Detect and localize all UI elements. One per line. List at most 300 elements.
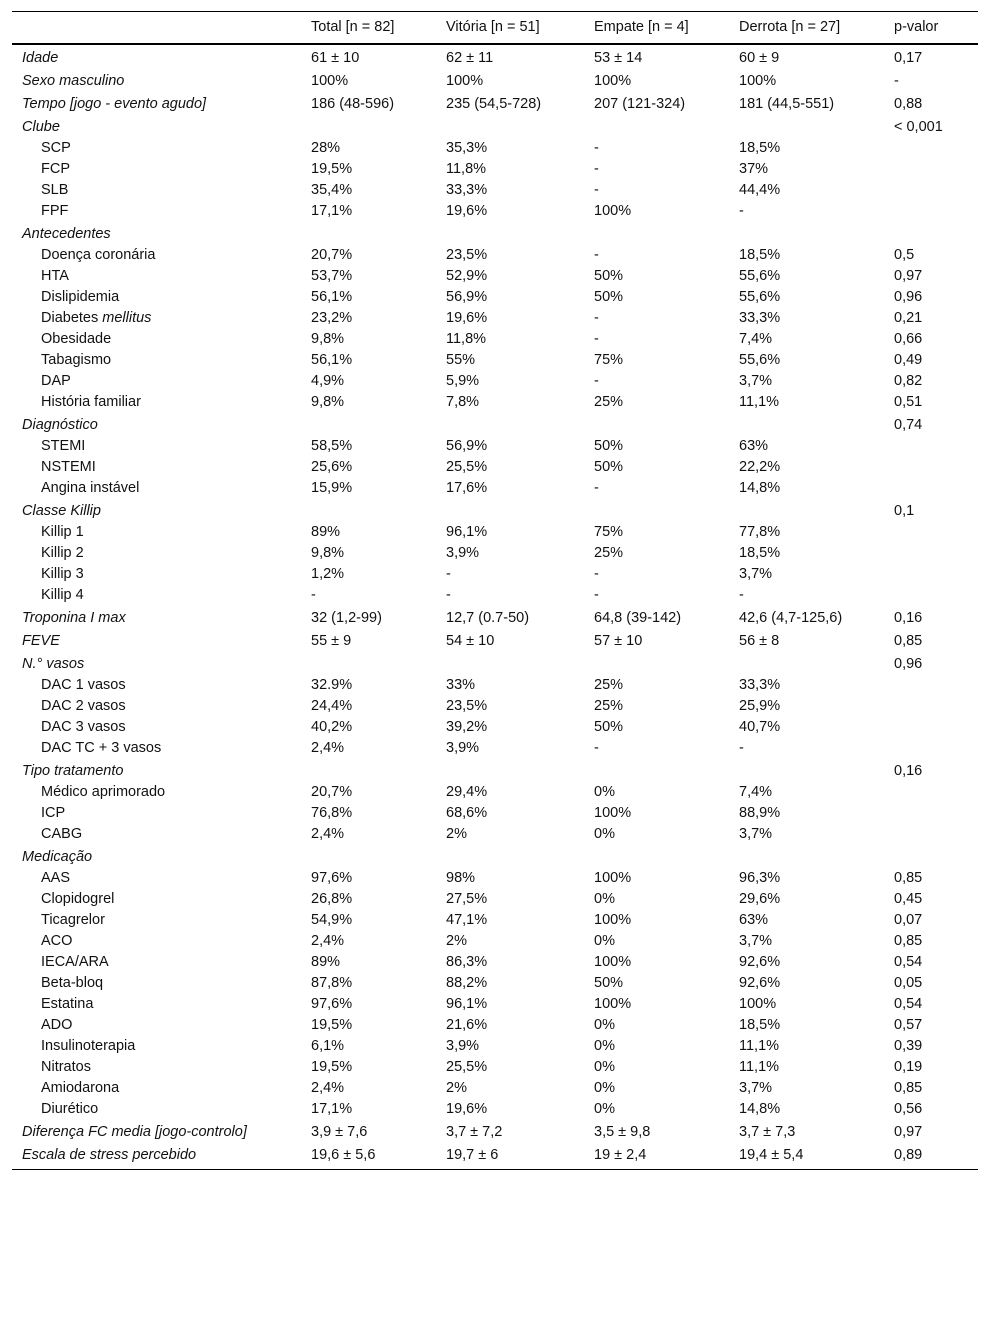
row-category-label: [12, 92, 301, 115]
row-category-label: [12, 1143, 301, 1170]
row-label-text: Clopidogrel: [41, 890, 115, 907]
cell-vitoria: 56,9%: [446, 437, 488, 454]
cell-total: 2,4%: [311, 739, 345, 756]
row-label-text: ACO: [41, 932, 73, 949]
table-row: [12, 92, 978, 115]
row-subcategory-label: [12, 889, 301, 910]
cell-total: 89%: [311, 523, 341, 540]
row-subcategory-label: [12, 952, 301, 973]
row-subcategory-label: [12, 994, 301, 1015]
cell-total: [301, 222, 436, 245]
cell-derrota: 96,3%: [739, 869, 781, 886]
cell-derrota: [729, 413, 884, 436]
cell-vitoria: 23,5%: [446, 697, 488, 714]
row-subcategory-label: [12, 478, 301, 499]
table-body: [12, 44, 978, 1170]
cell-empate: -: [594, 586, 599, 603]
cell-total: 9,8%: [311, 544, 345, 561]
cell-empate: -: [594, 309, 599, 326]
cell-empate: -: [594, 139, 599, 156]
cell-empate: -: [594, 372, 599, 389]
cell-derrota: 3,7%: [739, 932, 773, 949]
cell-empate: 100%: [594, 995, 632, 1012]
cell-derrota: 7,4%: [739, 330, 773, 347]
cell-empate: [584, 499, 729, 522]
cell-vitoria: 3,9%: [446, 1037, 480, 1054]
table-row: [12, 868, 978, 889]
table-row: [12, 1036, 978, 1057]
cell-empate: 0%: [594, 890, 615, 907]
row-subcategory-label: [12, 910, 301, 931]
cell-total: 9,8%: [311, 393, 345, 410]
cell-vitoria: 19,7 ± 6: [436, 1143, 584, 1170]
cell-p-valor: 0,56: [894, 1100, 923, 1117]
cell-derrota: 92,6%: [739, 953, 781, 970]
row-subcategory-label: [12, 782, 301, 803]
row-subcategory-label: [12, 201, 301, 222]
cell-total: 4,9%: [311, 372, 345, 389]
cell-derrota: 3,7%: [739, 1079, 773, 1096]
row-label-text: ICP: [41, 804, 66, 821]
row-label-text: Killip 4: [41, 586, 84, 603]
row-category-label: [12, 759, 301, 782]
row-label-text: DAC 3 vasos: [41, 718, 126, 735]
cell-vitoria: 98%: [446, 869, 476, 886]
header-variable: [12, 12, 301, 44]
table-row: [12, 222, 978, 245]
table-row: [12, 952, 978, 973]
cell-vitoria: [436, 652, 584, 675]
table-row: [12, 1078, 978, 1099]
table-row: [12, 201, 978, 222]
cell-empate: -: [594, 246, 599, 263]
cell-p-valor: [884, 478, 978, 499]
row-label-text: SCP: [41, 139, 71, 156]
table-row: [12, 543, 978, 564]
row-label-text: SLB: [41, 181, 69, 198]
cell-derrota: 88,9%: [739, 804, 781, 821]
row-label-text: Nitratos: [41, 1058, 91, 1075]
cell-derrota: 40,7%: [739, 718, 781, 735]
cell-p-valor: [884, 222, 978, 245]
cell-total: 2,4%: [311, 825, 345, 842]
cell-empate: -: [594, 160, 599, 177]
cell-empate: 57 ± 10: [594, 632, 643, 649]
cell-vitoria: 54 ± 10: [446, 632, 495, 649]
row-subcategory-label: [12, 266, 301, 287]
row-label-text: História familiar: [41, 393, 141, 410]
cell-total: 100%: [311, 72, 349, 89]
cell-p-valor: 0,85: [894, 632, 923, 649]
row-subcategory-label: [12, 931, 301, 952]
row-subcategory-label: [12, 245, 301, 266]
cell-p-valor: [884, 675, 978, 696]
row-subcategory-label: [12, 696, 301, 717]
table-row: [12, 1143, 978, 1170]
cell-total: 35,4%: [311, 181, 353, 198]
row-label-text: DAC 2 vasos: [41, 697, 126, 714]
table-row: [12, 392, 978, 413]
cell-empate: 3,5 ± 9,8: [594, 1123, 651, 1140]
cell-empate: [584, 115, 729, 138]
cell-derrota: 181 (44,5-551): [739, 95, 835, 112]
cell-vitoria: 68,6%: [446, 804, 488, 821]
cell-p-valor: 0,49: [894, 351, 923, 368]
cell-total: 32.9%: [311, 676, 353, 693]
row-label-text: STEMI: [41, 437, 86, 454]
cell-derrota: 29,6%: [739, 890, 781, 907]
cell-total: 28%: [311, 139, 341, 156]
table-row: [12, 845, 978, 868]
cell-vitoria: 47,1%: [446, 911, 488, 928]
cell-empate: 100%: [594, 72, 632, 89]
cell-p-valor: [884, 803, 978, 824]
header-p-valor: p-valor: [884, 12, 978, 44]
cell-vitoria: 52,9%: [446, 267, 488, 284]
cell-vitoria: 7,8%: [446, 393, 480, 410]
cell-total: [301, 413, 436, 436]
row-label-text: Killip 2: [41, 544, 84, 561]
table-row: [12, 973, 978, 994]
cell-derrota: 11,1%: [739, 1058, 780, 1075]
cell-total: 24,4%: [311, 697, 353, 714]
cell-vitoria: 5,9%: [446, 372, 480, 389]
cell-vitoria: 19,6%: [446, 309, 488, 326]
row-subcategory-label: [12, 1099, 301, 1120]
cell-p-valor: 0,54: [894, 953, 923, 970]
cell-total: 55 ± 9: [311, 632, 352, 649]
table-row: [12, 1120, 978, 1143]
cell-derrota: 18,5%: [739, 544, 781, 561]
cell-p-valor: [884, 159, 978, 180]
cell-p-valor: 0,07: [894, 911, 923, 928]
cell-total: 19,5%: [311, 1016, 353, 1033]
table-container: [12, 11, 978, 1170]
cell-total: 3,9 ± 7,6: [311, 1123, 368, 1140]
table-row: [12, 1015, 978, 1036]
cell-empate: [584, 652, 729, 675]
cell-vitoria: 100%: [446, 72, 484, 89]
cell-derrota: 60 ± 9: [739, 49, 780, 66]
row-subcategory-label: [12, 1015, 301, 1036]
table-row: [12, 266, 978, 287]
cell-p-valor: 0,96: [894, 655, 923, 672]
cell-derrota: 100%: [739, 995, 777, 1012]
cell-total: 89%: [311, 953, 341, 970]
cell-derrota: 3,7 ± 7,3: [739, 1123, 796, 1140]
cell-empate: 25%: [594, 697, 624, 714]
cell-total: [301, 652, 436, 675]
cell-empate: 19 ± 2,4: [584, 1143, 729, 1170]
cell-empate: 50%: [594, 974, 624, 991]
row-category-label: [12, 1120, 301, 1143]
row-category-label: [12, 652, 301, 675]
cell-total: 19,5%: [311, 1058, 353, 1075]
cell-empate: 0%: [594, 825, 615, 842]
cell-empate: 25%: [594, 676, 624, 693]
table-row: [12, 994, 978, 1015]
cell-p-valor: 0,97: [894, 267, 923, 284]
cell-vitoria: 11,8%: [446, 330, 487, 347]
results-table: [12, 11, 978, 1170]
row-label-text: ADO: [41, 1016, 73, 1033]
row-subcategory-label: [12, 717, 301, 738]
cell-vitoria: 21,6%: [446, 1016, 488, 1033]
cell-total: 186 (48-596): [311, 95, 395, 112]
table-row: [12, 652, 978, 675]
row-label-text: Diferença FC media [jogo-controlo]: [22, 1123, 247, 1140]
row-subcategory-label: [12, 973, 301, 994]
cell-empate: 0%: [594, 1079, 615, 1096]
cell-empate: 75%: [594, 523, 624, 540]
cell-total: 58,5%: [311, 437, 353, 454]
cell-p-valor: 0,21: [894, 309, 923, 326]
table-row: [12, 738, 978, 759]
cell-derrota: [729, 222, 884, 245]
cell-vitoria: [436, 413, 584, 436]
cell-derrota: 14,8%: [739, 1100, 781, 1117]
cell-p-valor: [884, 585, 978, 606]
row-subcategory-label: [12, 180, 301, 201]
cell-p-valor: 0,66: [894, 330, 923, 347]
cell-total: 15,9%: [311, 479, 353, 496]
cell-total: 56,1%: [311, 288, 353, 305]
cell-derrota: 18,5%: [739, 246, 781, 263]
row-subcategory-label: [12, 675, 301, 696]
table-row: [12, 696, 978, 717]
row-label-text: Escala de stress percebido: [22, 1146, 197, 1163]
cell-vitoria: 39,2%: [446, 718, 488, 735]
row-label-text: DAC TC + 3 vasos: [41, 739, 162, 756]
row-subcategory-label: [12, 287, 301, 308]
table-row: [12, 889, 978, 910]
row-label-text: Classe Killip: [22, 502, 101, 519]
cell-derrota: 100%: [739, 72, 777, 89]
cell-vitoria: 2%: [446, 825, 467, 842]
cell-vitoria: 29,4%: [446, 783, 488, 800]
row-label-text: IECA/ARA: [41, 953, 109, 970]
row-category-label: [12, 606, 301, 629]
table-row: [12, 457, 978, 478]
cell-vitoria: 35,3%: [446, 139, 488, 156]
row-label-text: Estatina: [41, 995, 94, 1012]
row-label-text: Idade: [22, 49, 59, 66]
cell-empate: 50%: [594, 718, 624, 735]
cell-total: 1,2%: [311, 565, 345, 582]
cell-total: 26,8%: [311, 890, 353, 907]
cell-vitoria: 19,6%: [446, 1100, 488, 1117]
cell-vitoria: 19,6%: [446, 202, 488, 219]
cell-p-valor: 0,45: [894, 890, 923, 907]
cell-empate: 64,8 (39-142): [594, 609, 682, 626]
cell-derrota: 11,1%: [739, 393, 780, 410]
cell-empate: 100%: [594, 911, 632, 928]
row-label-text: Amiodarona: [41, 1079, 120, 1096]
cell-p-valor: 0,97: [894, 1123, 923, 1140]
cell-derrota: 63%: [739, 437, 769, 454]
table-row: [12, 675, 978, 696]
cell-p-valor: [884, 564, 978, 585]
row-label-text: Antecedentes: [22, 225, 111, 242]
cell-vitoria: [436, 845, 584, 868]
cell-empate: 0%: [594, 1058, 615, 1075]
row-subcategory-label: [12, 1078, 301, 1099]
header-vitoria: Vitória [n = 51]: [436, 12, 584, 44]
cell-vitoria: 17,6%: [446, 479, 488, 496]
cell-p-valor: 0,85: [894, 932, 923, 949]
row-label-text: Angina instável: [41, 479, 140, 496]
cell-derrota: 11,1%: [739, 1037, 780, 1054]
cell-empate: 0%: [594, 1016, 615, 1033]
cell-total: 23,2%: [311, 309, 353, 326]
cell-empate: 100%: [594, 869, 632, 886]
cell-derrota: 55,6%: [739, 288, 781, 305]
cell-derrota: 3,7%: [739, 825, 773, 842]
cell-empate: [584, 413, 729, 436]
row-subcategory-label: [12, 543, 301, 564]
cell-vitoria: 33%: [446, 676, 476, 693]
cell-vitoria: 25,5%: [446, 1058, 488, 1075]
cell-total: 17,1%: [311, 1100, 353, 1117]
cell-total: 20,7%: [311, 783, 353, 800]
cell-derrota: -: [739, 739, 744, 756]
row-category-label: [12, 69, 301, 92]
cell-total: 97,6%: [311, 869, 353, 886]
row-label-text: Ticagrelor: [41, 911, 105, 928]
cell-derrota: [729, 115, 884, 138]
cell-p-valor: 0,85: [894, 1079, 923, 1096]
cell-total: 61 ± 10: [311, 49, 360, 66]
cell-vitoria: 88,2%: [446, 974, 488, 991]
cell-p-valor: 0,88: [894, 95, 923, 112]
cell-p-valor: 0,16: [894, 762, 923, 779]
table-row: [12, 1099, 978, 1120]
cell-total: 6,1%: [311, 1037, 345, 1054]
cell-p-valor: 0,74: [894, 416, 923, 433]
row-label-text: Dislipidemia: [41, 288, 120, 305]
cell-empate: 100%: [594, 202, 632, 219]
cell-p-valor: 0,39: [894, 1037, 923, 1054]
cell-p-valor: [884, 201, 978, 222]
cell-total: [301, 759, 436, 782]
table-row: [12, 931, 978, 952]
table-row: [12, 782, 978, 803]
cell-vitoria: [436, 115, 584, 138]
cell-derrota: 3,7%: [739, 372, 773, 389]
row-label-text: DAP: [41, 372, 71, 389]
cell-p-valor: 0,5: [894, 246, 915, 263]
row-category-label: [12, 499, 301, 522]
cell-p-valor: [884, 457, 978, 478]
cell-derrota: 44,4%: [739, 181, 781, 198]
cell-total: 97,6%: [311, 995, 353, 1012]
cell-vitoria: [436, 759, 584, 782]
cell-derrota: 63%: [739, 911, 769, 928]
table-row: [12, 115, 978, 138]
row-subcategory-label: [12, 738, 301, 759]
cell-derrota: 7,4%: [739, 783, 773, 800]
table-row: [12, 803, 978, 824]
header-row: [12, 12, 978, 44]
cell-total: -: [311, 586, 316, 603]
row-label-text: NSTEMI: [41, 458, 96, 475]
cell-derrota: 33,3%: [739, 676, 781, 693]
row-label-text: Insulinoterapia: [41, 1037, 136, 1054]
cell-empate: 0%: [594, 1100, 615, 1117]
cell-total: 53,7%: [311, 267, 353, 284]
cell-derrota: 55,6%: [739, 351, 781, 368]
cell-p-valor: 0,96: [894, 288, 923, 305]
cell-empate: -: [594, 181, 599, 198]
row-category-label: [12, 222, 301, 245]
row-label-text: Diurético: [41, 1100, 99, 1117]
row-subcategory-label: [12, 824, 301, 845]
cell-vitoria: 11,8%: [446, 160, 487, 177]
cell-vitoria: 12,7 (0.7-50): [446, 609, 530, 626]
table-row: [12, 371, 978, 392]
cell-p-valor: -: [894, 72, 899, 89]
row-label-text: Medicação: [22, 848, 93, 865]
table-row: [12, 717, 978, 738]
cell-total: 54,9%: [311, 911, 353, 928]
cell-empate: 0%: [594, 1037, 615, 1054]
cell-vitoria: -: [446, 565, 451, 582]
row-subcategory-label: [12, 522, 301, 543]
header-total: Total [n = 82]: [301, 12, 436, 44]
cell-empate: 53 ± 14: [594, 49, 643, 66]
cell-derrota: 3,7%: [739, 565, 773, 582]
row-label-italic: mellitus: [102, 309, 152, 326]
cell-p-valor: [884, 436, 978, 457]
cell-derrota: -: [739, 202, 744, 219]
cell-vitoria: 33,3%: [446, 181, 488, 198]
row-label-text: Tipo tratamento: [22, 762, 124, 779]
row-label-text: Killip 3: [41, 565, 84, 582]
cell-empate: 0%: [594, 932, 615, 949]
cell-p-valor: 0,16: [894, 609, 923, 626]
cell-derrota: 19,4 ± 5,4: [729, 1143, 884, 1170]
cell-total: [301, 845, 436, 868]
cell-vitoria: 96,1%: [446, 523, 488, 540]
cell-p-valor: [884, 522, 978, 543]
table-row: [12, 159, 978, 180]
cell-vitoria: 2%: [446, 932, 467, 949]
cell-vitoria: 3,9%: [446, 544, 480, 561]
cell-p-valor: 0,05: [894, 974, 923, 991]
cell-empate: -: [594, 739, 599, 756]
cell-derrota: [729, 652, 884, 675]
cell-vitoria: 96,1%: [446, 995, 488, 1012]
cell-derrota: 18,5%: [739, 139, 781, 156]
row-label-text: Tempo [jogo - evento agudo]: [22, 95, 207, 112]
cell-p-valor: [884, 782, 978, 803]
row-category-label: [12, 629, 301, 652]
cell-derrota: 92,6%: [739, 974, 781, 991]
cell-p-valor: 0,57: [894, 1016, 923, 1033]
cell-vitoria: 55%: [446, 351, 476, 368]
row-label-text: N.° vasos: [22, 655, 85, 672]
table-row: [12, 499, 978, 522]
row-subcategory-label: [12, 138, 301, 159]
cell-empate: 207 (121-324): [594, 95, 686, 112]
cell-derrota: 42,6 (4,7-125,6): [739, 609, 843, 626]
row-label-text: HTA: [41, 267, 69, 284]
cell-empate: 50%: [594, 267, 624, 284]
cell-p-valor: [884, 738, 978, 759]
cell-total: 76,8%: [311, 804, 353, 821]
row-label-text: FPF: [41, 202, 69, 219]
cell-vitoria: 25,5%: [446, 458, 488, 475]
